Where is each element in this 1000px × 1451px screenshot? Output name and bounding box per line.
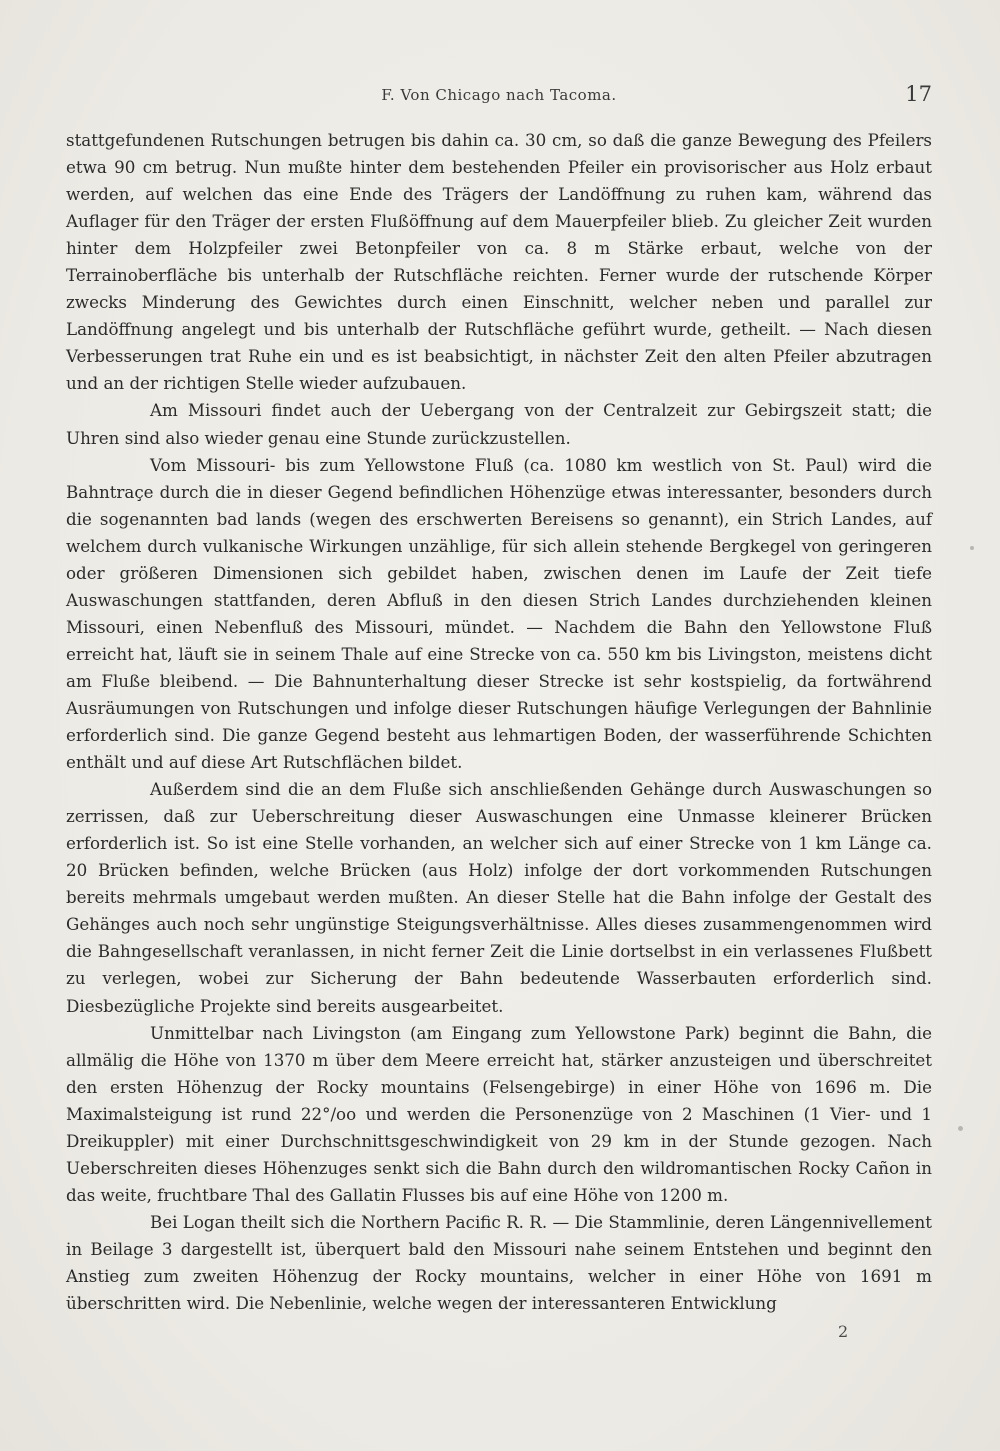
paragraph-livingston: Unmittelbar nach Livingston (am Eingang zum Yellowstone Park) beginnt die Bahn, die allmälig die Höhe von 1370 m über dem Meere erreicht hat, stärker anzusteigen und überschreitet den ersten Höhenzug der Rocky mountains (Felsengebirge) in einer Höhe von 1696 m. Die Maximalsteigung ist rund 22°/oo und werden die Personenzüge von 2 Maschinen (1 Vier- und 1 Dreikuppler) mit einer Durchschnittsgeschwindigkeit von 29 km in der Stunde gezogen. Nach Ueberschreiten dieses Höhenzuges senkt sich die Bahn durch den wildromantischen Rocky Cañon in das weite, fruchtbare Thal des Gallatin Flusses bis auf eine Höhe von 1200 m. bbox=[66, 1022, 932, 1205]
paragraph-continuation: stattgefundenen Rutschungen betrugen bis dahin ca. 30 cm, so daß die ganze Bewegung des Pfeilers etwa 90 cm betrug. Nun mußte hinter dem bestehenden Pfeiler ein provisorischer aus Holz erbaut werden, auf welchen das eine Ende des Trägers der Landöffnung zu ruhen kam, während das Auflager für den Träger der ersten Flußöffnung auf dem Mauerpfeiler blieb. Zu gleicher Zeit wurden hinter dem Holzpfeiler zwei Betonpfeiler von ca. 8 m Stärke erbaut, welche von der Terrainoberfläche bis unterhalb der Rutschfläche reichten. Ferner wurde der rutschende Körper zwecks Minderung des Gewichtes durch einen Einschnitt, welcher neben und parallel zur Landöffnung angelegt und bis unterhalb der Rutschfläche geführt wurde, getheilt. — Nach diesen Verbesserungen trat Ruhe ein und es ist beabsichtigt, in nächster Zeit den alten Pfeiler abzutragen und an der richtigen Stelle wieder aufzubauen. bbox=[66, 130, 932, 394]
paragraph-missouri-time: Am Missouri findet auch der Uebergang von der Centralzeit zur Gebirgszeit statt; die Uhren sind also wieder genau eine Stunde zurückzustellen. bbox=[66, 400, 932, 448]
paragraph-bridges: Außerdem sind die an dem Fluße sich anschließenden Gehänge durch Auswaschungen so zerrissen, daß zur Ueberschreitung dieser Auswaschungen eine Unmasse kleinerer Brücken erforderlich ist. So ist eine Stelle vorhanden, an welcher sich auf einer Strecke von 1 km Länge ca. 20 Brücken befinden, welche Brücken (aus Holz) infolge der dort vorkommenden Rutschungen bereits mehrmals umgebaut werden mußten. An dieser Stelle hat die Bahn infolge der Gestalt des Gehänges auch noch sehr ungünstige Steigungsverhältnisse. Alles dieses zusammengenommen wird die Bahngesellschaft veranlassen, in nicht ferner Zeit die Linie dortselbst in ein verlassenes Flußbett zu verlegen, wobei zur Sicherung der Bahn bedeutende Wasserbauten erforderlich sind. Diesbezügliche Projekte sind bereits ausgearbeitet. bbox=[66, 779, 932, 1016]
paper-speck bbox=[958, 1126, 963, 1131]
paragraph-yellowstone: Vom Missouri- bis zum Yellowstone Fluß (ca. 1080 km westlich von St. Paul) wird die Bahntraçe durch die in dieser Gegend befindlichen Höhenzüge etwas interessanter, besonders durch die sogenannten bad lands (wegen des erschwerten Bereisens so genannt), ein Strich Landes, auf welchem durch vulkanische Wirkungen unzählige, für sich allein stehende Bergkegel von geringeren oder größeren Dimensionen sich gebildet haben, zwischen denen im Laufe der Zeit tiefe Auswaschungen stattfanden, deren Abfluß in den diesen Strich Landes durchziehenden kleinen Missouri, einen Nebenfluß des Missouri, mündet. — Nachdem die Bahn den Yellowstone Fluß erreicht hat, läuft sie in seinem Thale auf eine Strecke von ca. 550 km bis Livingston, meistens dicht am Fluße bleibend. — Die Bahnunterhaltung dieser Strecke ist sehr kostspielig, da fortwährend Ausräumungen von Rutschungen und infolge dieser Rutschungen häufige Verlegungen der Bahnlinie erforderlich sind. Die ganze Gegend besteht aus lehmartigen Boden, der wasserführende Schichten enthält und auf diese Art Rutschflächen bildet. bbox=[66, 454, 932, 773]
page-number: 17 bbox=[905, 82, 932, 106]
page-header bbox=[66, 82, 932, 112]
paper-speck bbox=[970, 546, 974, 550]
signature-mark: 2 bbox=[838, 1322, 849, 1341]
running-head: F. Von Chicago nach Tacoma. bbox=[381, 86, 617, 104]
paragraph-logan: Bei Logan theilt sich die Northern Pacific R. R. — Die Stammlinie, deren Längennivellement in Beilage 3 dargestellt ist, überquert bald den Missouri nahe seinem Entstehen und beginnt den Anstieg zum zweiten Höhenzug der Rocky mountains, welcher in einer Höhe von 1691 m überschritten wird. Die Nebenlinie, welche wegen der interessanteren Entwicklung bbox=[66, 1211, 932, 1314]
body-text bbox=[66, 127, 932, 1317]
